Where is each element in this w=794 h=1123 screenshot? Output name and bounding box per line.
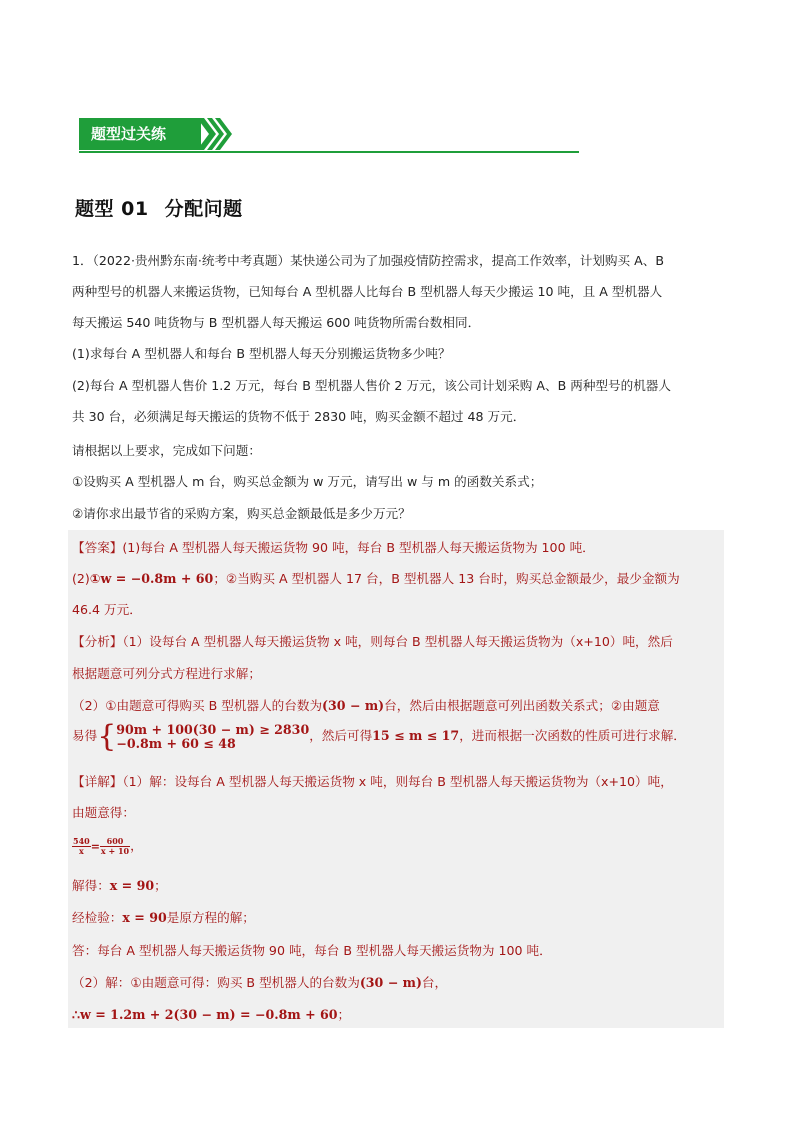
problem-part-2-line-1: (2)每台 A 型机器人售价 1.2 万元，每台 B 型机器人售价 2 万元，该公司计划采购 A、B 两种型号的机器人: [72, 378, 671, 393]
w-function-end: ；: [337, 1007, 351, 1022]
analysis-expression-2: 15 ≤ m ≤ 17: [372, 728, 460, 743]
detail-text-1: （1）解：设每台 A 型机器人每天搬运货物 x 吨，则每台 B 型机器人每天搬运货物为（x+10）吨，: [122, 774, 673, 789]
answer-tag: 【答案】: [72, 540, 123, 555]
detail-solve-line: [72, 877, 722, 895]
fraction-540-over-x: [72, 837, 91, 856]
equals-sign: =: [90, 840, 100, 853]
solve-end: ；: [154, 878, 167, 893]
detail-part-2-text: ①由题意可得：购买 B 型机器人的台数为: [130, 975, 360, 990]
section-title: [75, 194, 243, 221]
analysis-line-3: [72, 697, 722, 715]
analysis-line-4: [72, 720, 722, 752]
analysis-text-3b: 台，然后由根据题意可列出函数关系式；: [384, 698, 611, 713]
check-label: 经检验：: [72, 910, 123, 925]
answer-line-2: [72, 570, 722, 588]
analysis-tag: 【分析】: [72, 634, 123, 649]
analysis-text-4a: 易得: [72, 728, 98, 743]
inequality-1: 90m + 100(30 − m) ≥ 2830: [116, 721, 310, 737]
analysis-line-1: [72, 633, 722, 651]
detail-part-2-line-1: [72, 974, 722, 992]
problem-subquestion-1: ①设购买 A 型机器人 m 台，购买总金额为 w 万元，请写出 w 与 m 的函数关系式；: [72, 474, 543, 489]
problem-instruction: 请根据以上要求，完成如下问题：: [72, 443, 261, 458]
analysis-text-4c: ，进而根据一次函数的性质可进行求解．: [459, 728, 686, 743]
detail-part-2-expression: (30 − m): [359, 975, 422, 990]
banner-stripes-decoration: [197, 118, 241, 150]
fraction-600-over-x-plus-10: [100, 837, 130, 856]
analysis-text-4b: ，然后可得: [309, 728, 373, 743]
inequality-system: [116, 723, 309, 751]
fraction-comma: ，: [130, 838, 143, 853]
detail-line-1: [72, 773, 722, 791]
check-expression: x = 90: [122, 910, 167, 925]
problem-line-1: 1．（2022·贵州黔东南·统考中考真题）某快递公司为了加强疫情防控需求，提高工作效率，计划购买 A、B: [72, 253, 664, 268]
fraction-1-denominator: x: [78, 846, 84, 856]
problem-part-2-line-2: 共 30 台，必须满足每天搬运的货物不低于 2830 吨，购买金额不超过 48 万元．: [72, 409, 526, 424]
answer-line-1: [72, 539, 722, 557]
detail-part-2-label: （2）解：: [72, 975, 131, 990]
fraction-2-numerator: 600: [100, 837, 130, 847]
detail-line-2: 由题意得：: [72, 805, 135, 820]
answer-line-3: 46.4 万元．: [72, 602, 142, 617]
problem-line-3: 每天搬运 540 吨货物与 B 型机器人每天搬运 600 吨货物所需台数相同．: [72, 315, 481, 330]
analysis-text-1: （1）设每台 A 型机器人每天搬运货物 x 吨，则每台 B 型机器人每天搬运货物为（x+10）吨，然后: [122, 634, 673, 649]
section-number: 题型 01: [75, 198, 149, 220]
check-end: 是原方程的解；: [166, 910, 255, 925]
detail-part-2-line-2: [72, 1006, 722, 1024]
analysis-expression-1: (30 − m): [322, 698, 385, 713]
detail-answer-line: 答：每台 A 型机器人每天搬运货物 90 吨，每台 B 型机器人每天搬运货物为 100 吨．: [72, 943, 552, 958]
problem-subquestion-2: ②请你求出最节省的采购方案，购买总金额最低是多少万元？: [72, 506, 411, 521]
answer-text-1: (1)每台 A 型机器人每天搬运货物 90 吨，每台 B 型机器人每天搬运货物为 100 吨．: [122, 540, 595, 555]
section-banner: [79, 118, 579, 154]
section-name: 分配问题: [164, 198, 243, 220]
answer-equation: w = −0.8m + 60: [100, 571, 214, 586]
w-function-expression: ∴w = 1.2m + 2(30 − m) = −0.8m + 60: [72, 1007, 338, 1022]
solve-expression: x = 90: [109, 878, 155, 893]
circle-one-symbol: ①: [89, 571, 101, 586]
answer-part-label: (2): [72, 571, 90, 586]
analysis-part-label: （2）: [72, 698, 106, 713]
answer-text-2: ；②当购买 A 型机器人 17 台，B 型机器人 13 台时，购买总金额最少，最少金额为: [213, 571, 680, 586]
analysis-line-2: 根据题意可列分式方程进行求解；: [72, 666, 261, 681]
problem-line-2: 两种型号的机器人来搬运货物，已知每台 A 型机器人比每台 B 型机器人每天少搬运 10 吨，且 A 型机器人: [72, 284, 663, 299]
system-brace: {: [97, 718, 117, 754]
banner-label: 题型过关练: [79, 118, 201, 150]
detail-tag: 【详解】: [72, 774, 123, 789]
detail-part-2-end: 台，: [421, 975, 448, 990]
solve-label: 解得：: [72, 878, 110, 893]
detail-check-line: [72, 909, 722, 927]
inequality-2: −0.8m + 60 ≤ 48: [116, 735, 236, 751]
analysis-text-3c: ②由题意: [610, 698, 660, 713]
fraction-2-denominator: x + 10: [100, 846, 130, 856]
analysis-text-3a: ①由题意可得购买 B 型机器人的台数为: [105, 698, 323, 713]
banner-underline: [79, 151, 579, 153]
fraction-1-numerator: 540: [73, 836, 90, 846]
detail-fraction-equation: [72, 834, 722, 859]
problem-part-1: (1)求每台 A 型机器人和每台 B 型机器人每天分别搬运货物多少吨？: [72, 346, 451, 361]
